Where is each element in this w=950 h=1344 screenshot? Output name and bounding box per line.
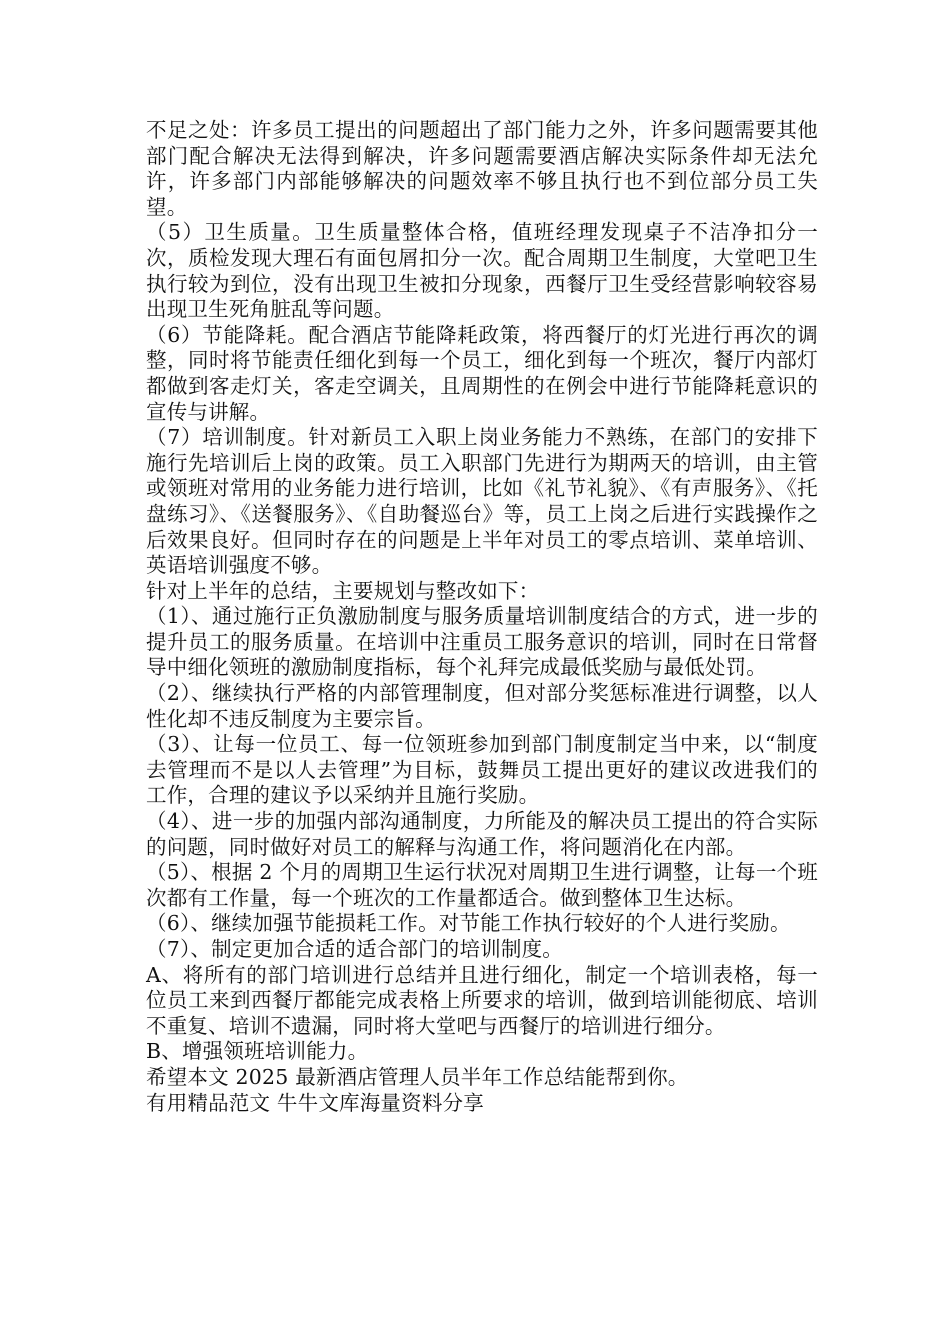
paragraph-shortcomings: 不足之处：许多员工提出的问题超出了部门能力之外，许多问题需要其他部门配合解决无法得到解决，许多问题需要酒店解决实际条件却无法允许，许多部门内部能够解决的问题效率不够且执行也不到位部分员工失望。	[146, 118, 818, 219]
paragraph-plan-item-6: （6）、继续加强节能损耗工作。对节能工作执行较好的个人进行奖励。	[146, 911, 791, 936]
paragraph-training-system: （7）培训制度。针对新员工入职上岗业务能力不熟练，在部门的安排下施行先培训后上岗的政策。员工入职部门先进行为期两天的培训，由主管或领班对常用的业务能力进行培训，比如《礼节礼貌》、《有声服务》、《托盘练习》、《送餐服务》、《自助餐巡台》等，员工上岗之后进行实践操作之后效果良好。但同时存在的问题是上半年对员工的零点培训、菜单培训、英语培训强度不够。	[146, 425, 818, 578]
paragraph-plan-item-1: （1）、通过施行正负激励制度与服务质量培训制度结合的方式，进一步的提升员工的服务质量。在培训中注重员工服务意识的培训，同时在日常督导中细化领班的激励制度指标，每个礼拜完成最低奖励与最低处罚。	[146, 604, 818, 680]
paragraph-plan-item-3: （3）、让每一位员工、每一位领班参加到部门制度制定当中来，以“制度去管理而不是以人去管理”为目标，鼓舞员工提出更好的建议改进我们的工作，合理的建议予以采纳并且施行奖励。	[146, 732, 818, 808]
paragraph-plan-intro: 针对上半年的总结，主要规划与整改如下：	[146, 578, 540, 603]
paragraph-plan-item-5: （5）、根据 2 个月的周期卫生运行状况对周期卫生进行调整，让每一个班次都有工作量，每一个班次的工作量都适合。做到整体卫生达标。	[146, 860, 818, 910]
paragraph-plan-item-2: （2）、继续执行严格的内部管理制度，但对部分奖惩标准进行调整，以人性化却不违反制度为主要宗旨。	[146, 681, 818, 731]
paragraph-plan-item-b: B、增强领班培训能力。	[146, 1039, 369, 1064]
paragraph-footer: 有用精品范文 牛牛文库海量资料分享	[146, 1090, 484, 1115]
document-body	[146, 118, 818, 1116]
paragraph-plan-item-7: （7）、制定更加合适的适合部门的培训制度。	[146, 937, 563, 961]
paragraph-plan-item-a: A、将所有的部门培训进行总结并且进行细化，制定一个培训表格，每一位员工来到西餐厅都能完成表格上所要求的培训，做到培训能彻底、培训不重复、培训不遗漏，同时将大堂吧与西餐厅的培训进行细分。	[146, 962, 818, 1038]
paragraph-energy-saving: （6）节能降耗。配合酒店节能降耗政策，将西餐厅的灯光进行再次的调整，同时将节能责任细化到每一个员工，细化到每一个班次，餐厅内部灯都做到客走灯关，客走空调关，且周期性的在例会中进行节能降耗意识的宣传与讲解。	[146, 322, 818, 424]
paragraph-closing: 希望本文 2025 最新酒店管理人员半年工作总结能帮到你。	[146, 1064, 689, 1089]
paragraph-hygiene-quality: （5）卫生质量。卫生质量整体合格，值班经理发现桌子不洁净扣分一次，质检发现大理石有面包屑扣分一次。配合周期卫生制度，大堂吧卫生执行较为到位，没有出现卫生被扣分现象，西餐厅卫生受经营影响较容易出现卫生死角脏乱等问题。	[146, 220, 818, 322]
paragraph-plan-item-4: （4）、进一步的加强内部沟通制度，力所能及的解决员工提出的符合实际的问题，同时做好对员工的解释与沟通工作，将问题消化在内部。	[146, 809, 818, 859]
